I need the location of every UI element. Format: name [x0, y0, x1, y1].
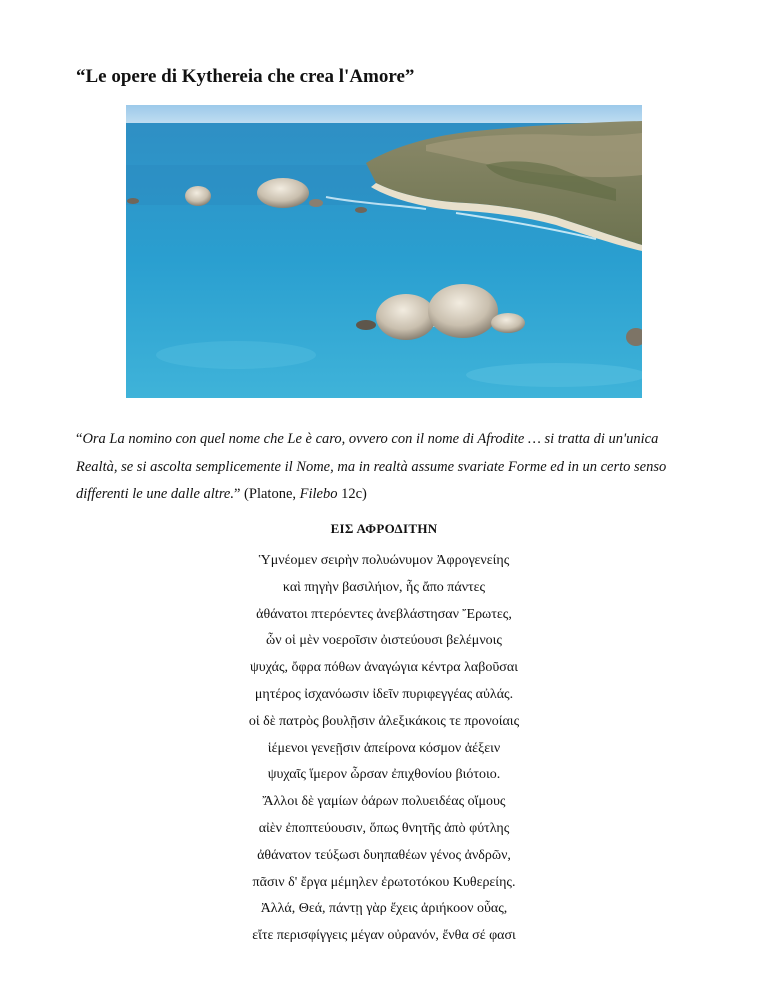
verse-line: Ἀλλά, Θεά, πάντῃ γὰρ ἔχεις ἀριήκοον οὖας, — [260, 901, 508, 917]
hymn-title: ΕΙΣ ΑΦΡΟΔΙΤΗΝ — [330, 521, 438, 536]
verse-line: καὶ πηγὴν βασιλήιον, ἧς ἄπο πάντες — [282, 579, 486, 595]
verse-line: αἰὲν ἐποπτεύουσιν, ὅπως θνητῆς ἀπὸ φύτλης — [258, 820, 510, 836]
verse-line: πᾶσιν δ' ἔργα μέμηλεν ἐρωτοτόκου Κυθερείης. — [252, 874, 516, 890]
quote-close-mark: ” (Platone, — [234, 486, 300, 502]
quote-open-mark: “ — [76, 431, 83, 447]
verse-line: Ἄλλοι δὲ γαμίων ὀάρων πολυειδέας οἴμους — [262, 794, 506, 810]
verse-line: εἴτε περισφίγγεις μέγαν οὐρανόν, ἔνθα σέ φασι — [252, 928, 516, 944]
verse-line: Ὑμνέομεν σειρὴν πολυώνυμον Ἀφρογενείης — [258, 553, 510, 568]
verse-line: ἀθάνατον τεύξωσι δυηπαθέων γένος ἀνδρῶν, — [257, 847, 511, 863]
verse-line: ἀθάνατοι πτερόεντες ἀνεβλάστησαν Ἔρωτες, — [256, 606, 512, 622]
verse-line: ἱέμενοι γενεῇσιν ἀπείρονα κόσμον ἀέξειν — [267, 740, 501, 756]
verse-line: ψυχαῖς ἵμερον ὦρσαν ἐπιχθονίου βιότοιο. — [267, 767, 501, 783]
quote-work: Filebo — [299, 486, 338, 502]
platonic-quote — [76, 426, 700, 509]
page-title: “Le opere di Kythereia che crea l'Amore” — [76, 66, 415, 87]
verse-line: ψυχάς, ὄφρα πόθων ἀναγώγια κέντρα λαβοῦσαι — [250, 660, 518, 676]
verse-line: ὧν οἱ μὲν νοεροῖσιν ὀιστεύουσι βελέμνοις — [266, 633, 502, 649]
coast-photo — [126, 105, 642, 398]
verse-line: οἱ δὲ πατρὸς βουλῇσιν ἀλεξικάκοις τε προνοίαις — [248, 713, 520, 729]
hymn-verses — [0, 548, 768, 950]
quote-ref: 12c) — [337, 486, 367, 502]
verse-line: μητέρος ἰσχανόωσιν ἰδεῖν πυριφεγγέας αὐλάς. — [254, 686, 514, 702]
quote-text: Ora La nomino con quel nome che Le è caro, ovvero con il nome di Afrodite … si tratta di un'unica Realtà, se si ascolta semplicemente il Nome, ma in realtà assume svariate Forme ed in un certo senso differenti le une dalle altre. — [76, 431, 667, 502]
